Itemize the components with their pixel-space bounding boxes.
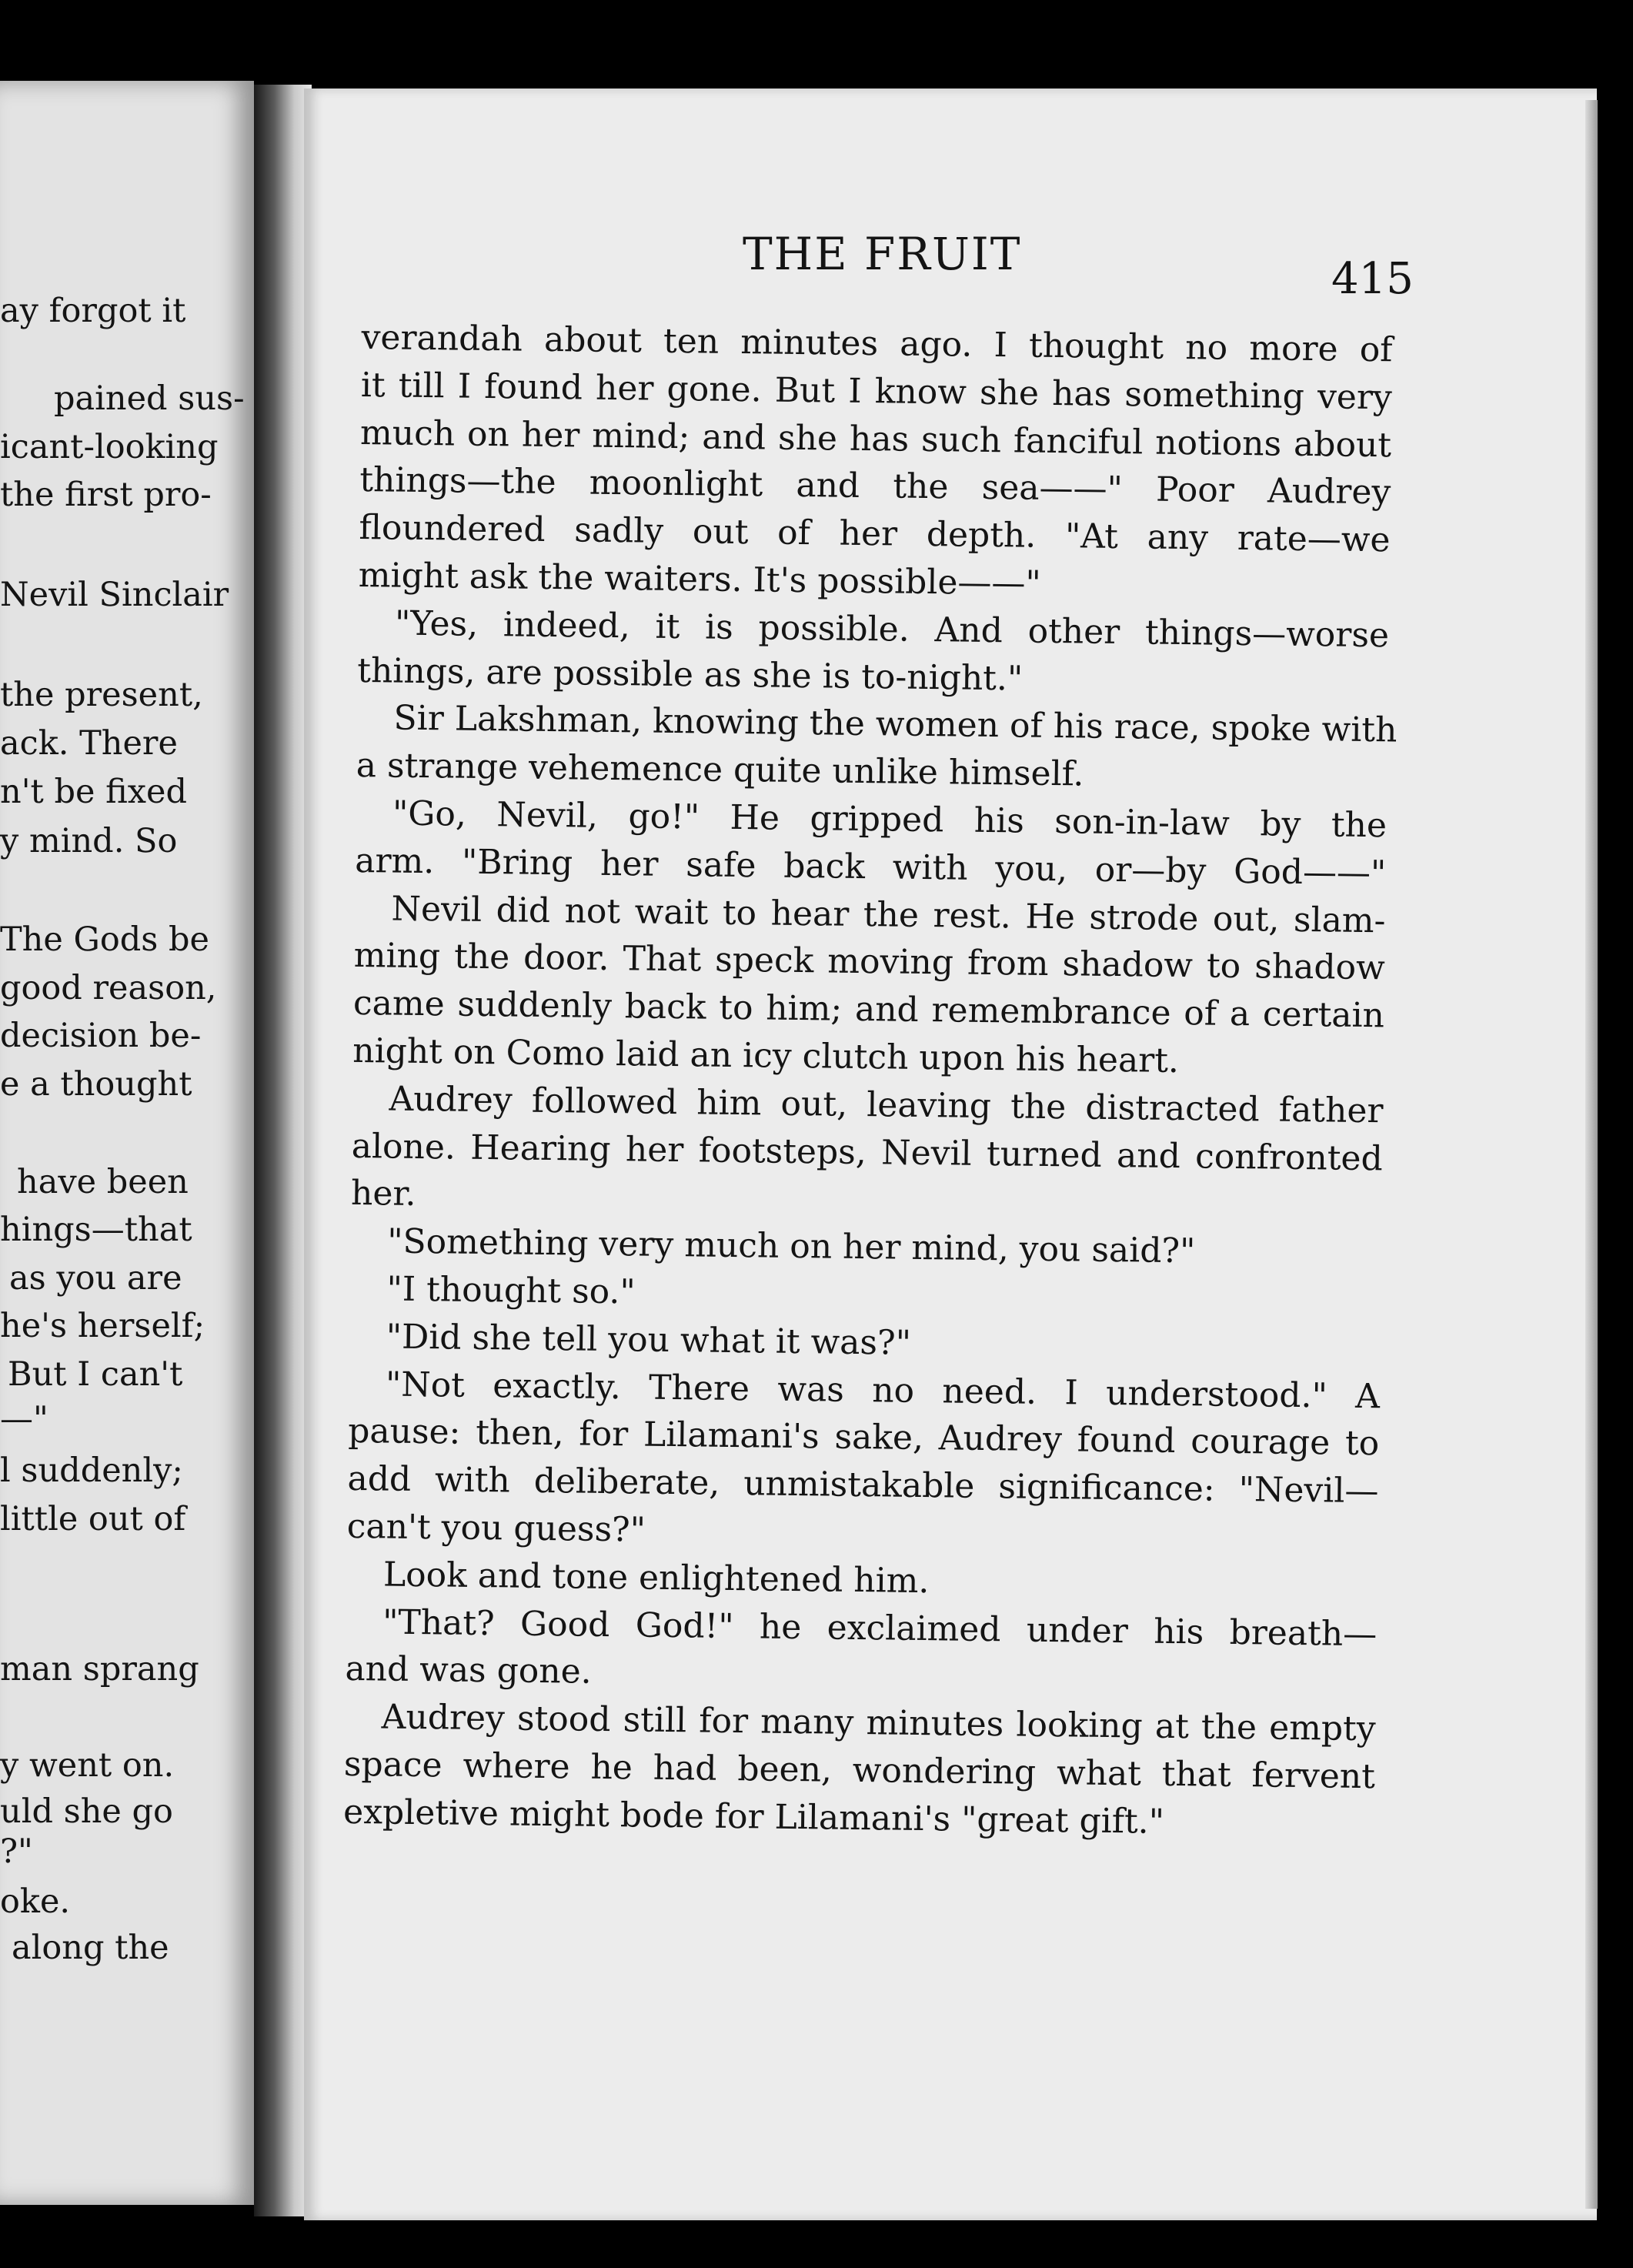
text-line: "Not exactly. There was no need. I understood." A [385,1364,1381,1416]
text-line: expletive might bode for Lilamani's "great gift." [342,1792,1165,1842]
text-line: "Something very much on her mind, you said?" [386,1221,1196,1271]
left-line: the present, [0,676,203,714]
text-line: might ask the waiters. It's possible——" [358,555,1041,603]
left-line: e a thought [0,1065,192,1104]
text-line: and was gone. [345,1649,592,1692]
text-line: "Did she tell you what it was?" [386,1317,912,1363]
text-line: a strange vehemence quite unlike himself. [356,746,1084,794]
left-line: oke. [0,1882,71,1921]
page-edge [1585,100,1598,2209]
text-line: pause: then, for Lilamani's sake, Audrey found courage to [347,1411,1380,1464]
left-line: pained sus- [54,379,245,418]
text-line: "Yes, indeed, it is possible. And other things—worse [394,603,1390,656]
text-line: Audrey followed him out, leaving the distracted father [389,1079,1384,1131]
left-line: ay forgot it [0,292,186,330]
text-line: Look and tone enlightened him. [382,1555,930,1601]
left-line: man sprang [0,1650,199,1688]
running-title: THE FRUIT [743,228,1022,280]
text-line: space where he had been, wondering what that fervent [343,1744,1376,1797]
text-line: ming the door. That speck moving from shadow to shadow [353,936,1386,988]
text-line: "Go, Nevil, go!" He gripped his son-in-law by the [392,793,1388,846]
text-line: "I thought so." [386,1269,636,1312]
left-line: as you are [9,1259,182,1298]
text-line: verandah about ten minutes ago. I thought no more of [361,317,1393,370]
text-line: can't you guess?" [346,1506,646,1550]
left-line: hings—that [0,1211,192,1249]
text-line: things—the moonlight and the sea——" Poor Audrey [359,460,1391,513]
page-number: 415 [1331,254,1414,304]
left-page [0,81,254,2205]
left-line: l suddenly; [0,1451,183,1490]
left-line: decision be- [0,1017,202,1055]
left-line: uld she go [0,1792,173,1831]
text-line: Audrey stood still for many minutes looking at the empty [381,1697,1376,1749]
left-line: —" [0,1400,48,1438]
text-line: came suddenly back to him; and remembrance of a certain [352,984,1385,1036]
left-line: good reason, [0,969,217,1007]
left-line: y went on. [0,1746,175,1785]
left-line: little out of [0,1500,186,1538]
left-line: along the [12,1929,169,1967]
left-line: Nevil Sinclair [0,576,229,614]
book-gutter [254,85,312,2216]
left-line: icant-looking [0,428,219,466]
text-line: floundered sadly out of her depth. "At any rate—we [359,508,1391,560]
text-line: things, are possible as she is to-night." [357,650,1024,699]
left-line: But I can't [8,1355,183,1394]
left-line: The Gods be [0,920,209,959]
text-line: night on Como laid an icy clutch upon his heart. [352,1030,1180,1081]
left-line: he's herself; [0,1307,205,1345]
text-line: Sir Lakshman, knowing the women of his race, spoke with [393,698,1398,750]
text-line: add with deliberate, unmistakable significance: "Nevil— [347,1459,1379,1511]
text-line: it till I found her gone. But I know she has something very [360,365,1393,418]
body-text [342,314,1398,1849]
left-line: n't be fixed [0,773,188,811]
left-line: ack. There [0,724,178,763]
left-line: y mind. So [0,822,178,860]
text-line: arm. "Bring her safe back with you, or—by God——" [355,840,1387,894]
text-line: much on her mind; and she has such fanciful notions about [359,413,1392,465]
left-line: the first pro- [0,476,212,514]
text-line: her. [350,1174,416,1214]
text-line: "That? Good God!" he exclaimed under his breath— [382,1602,1378,1654]
left-line: have been [17,1163,189,1201]
text-line: Nevil did not wait to hear the rest. He strode out, slam- [391,889,1386,940]
left-line: ?" [0,1832,33,1871]
text-line: alone. Hearing her footsteps, Nevil turned and confronted [351,1126,1384,1178]
